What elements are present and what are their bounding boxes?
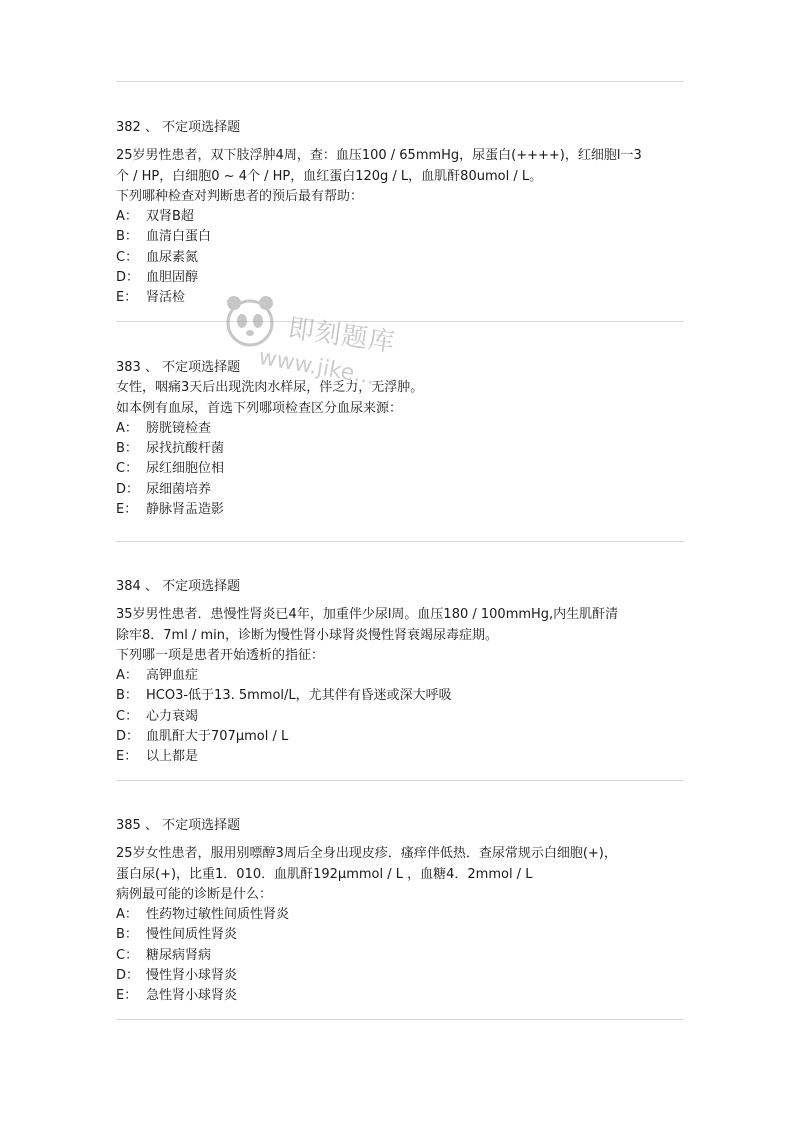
question-number: 385 、 不定项选择题 — [116, 818, 241, 833]
option-a[interactable]: A： 高钾血症 — [116, 668, 199, 684]
divider — [116, 81, 684, 82]
question-number: 384 、 不定项选择题 — [116, 579, 241, 594]
option-e[interactable]: E： 急性肾小球肾炎 — [116, 988, 238, 1004]
question-stem-line: 蛋白尿(+)，比重1．010．血肌酐192μmmol / L ，血糖4．2mmol / L — [116, 866, 533, 882]
watermark-url: www.jike... — [256, 344, 377, 391]
question-384 — [116, 577, 696, 768]
option-b[interactable]: B： 尿找抗酸杆菌 — [116, 441, 225, 457]
option-d[interactable]: D： 慢性肾小球肾炎 — [116, 968, 238, 984]
question-stem-line: 女性，咽痛3天后出现洗肉水样尿，伴乏力，无浮肿。 — [116, 380, 424, 396]
question-382 — [116, 118, 696, 309]
option-d[interactable]: D： 血胆固醇 — [116, 270, 199, 286]
question-stem-line: 25岁男性患者，双下肢浮肿4周，查：血压100 / 65mmHg，尿蛋白(++++)，红细胞l一3 — [116, 148, 642, 164]
question-385 — [116, 816, 696, 1007]
option-b[interactable]: B： 慢性间质性肾炎 — [116, 927, 238, 943]
watermark-name: 即刻题库 — [286, 313, 398, 359]
option-b[interactable]: B： 血清白蛋白 — [116, 229, 212, 245]
divider — [116, 780, 684, 781]
option-d[interactable]: D： 尿细菌培养 — [116, 481, 212, 497]
option-a[interactable]: A： 膀胱镜检查 — [116, 420, 212, 436]
question-stem-line: 下列哪一项是患者开始透析的指征： — [116, 647, 325, 663]
divider — [116, 541, 684, 542]
option-c[interactable]: C： 尿红细胞位相 — [116, 461, 225, 477]
option-c[interactable]: C： 心力衰竭 — [116, 708, 199, 724]
question-stem-line: 下列哪种检查对判断患者的预后最有帮助： — [116, 188, 364, 204]
option-a[interactable]: A： 双肾B超 — [116, 209, 194, 225]
option-c[interactable]: C： 血尿素氮 — [116, 249, 199, 265]
question-stem-line: 如本例有血尿，首选下列哪项检查区分血尿来源： — [116, 400, 403, 416]
option-e[interactable]: E： 肾活检 — [116, 290, 186, 306]
divider — [116, 1019, 684, 1020]
question-stem-line: 个 / HP，白细胞0 ~ 4个 / HP，血红蛋白120g / L，血肌酐80umol / L。 — [116, 168, 543, 184]
question-stem-line: 除牢8．7ml / min，诊断为慢性肾小球肾炎慢性肾衰竭尿毒症期。 — [116, 627, 498, 643]
option-c[interactable]: C： 糖尿病肾病 — [116, 947, 212, 963]
option-a[interactable]: A： 性药物过敏性间质性肾炎 — [116, 907, 290, 923]
question-383 — [116, 358, 696, 520]
question-stem-line: 病例最可能的诊断是什么： — [116, 886, 273, 902]
question-number: 383 、 不定项选择题 — [116, 360, 241, 375]
question-stem-line: 35岁男性患者．患慢性肾炎已4年，加重伴少尿l周。血压180 / 100mmHg,内生肌酐清 — [116, 607, 619, 623]
option-d[interactable]: D： 血肌酐大于707μmol / L — [116, 729, 289, 745]
option-e[interactable]: E： 静脉肾盂造影 — [116, 502, 225, 518]
question-number: 382 、 不定项选择题 — [116, 120, 241, 135]
option-e[interactable]: E： 以上都是 — [116, 749, 199, 765]
question-stem-line: 25岁女性患者，服用别嘌醇3周后全身出现皮疹．瘙痒伴低热．查尿常规示白细胞(+)， — [116, 846, 617, 862]
option-b[interactable]: B： HCO3-低于13. 5mmol/L，尤其伴有昏迷或深大呼吸 — [116, 688, 452, 704]
